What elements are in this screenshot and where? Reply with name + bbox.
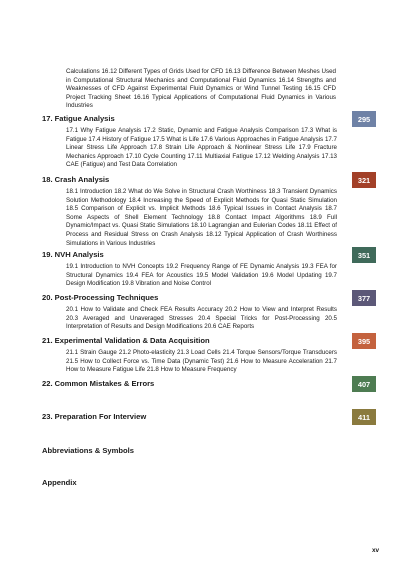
chapter-page-badge: 295 [352,111,376,127]
chapter-16-topics-continued: Calculations 16.12 Different Types of Grids Used for CFD 16.13 Difference Between Meshes Used in Computational Structural Mechanics and Computational Fluid Dynamics 16.14 Strengths and Weaknesses of CFD Against Experimental Fluid Dynamics or Wind Tunnel Testing 16.15 CFD Project Tracking Sheet 16.16 Typical Applications of Computational Fluid Dynamics in Various Industries [66,68,336,110]
chapter-title: 22. Common Mistakes & Errors [42,379,155,388]
chapter-topics: 18.1 Introduction 18.2 What do We Solve in Structural Crash Worthiness 18.3 Transient Dynamics Solution Methodology 18.4 Increasing the Speed of Explicit Methods for Quasi Static Simulation 18.5 Comparison of Explicit vs. Implicit Methods 18.6 Typical Issues in Contact Analysis 18.7 Some Aspects of Shell Element Technology 18.8 Contact Impact Algorithms 18.9 Full Dynamic/Impact vs. Quasi Static Simulations 18.10 Lagrangian and Eulerian Codes 18.11 Effect of Process and Residual Stress on Crash Analysis 18.12 Typical Application of Crash Worthiness Simulations in Various Industries [66,188,337,247]
chapter-title: 23. Preparation For Interview [42,412,147,421]
chapter-page-badge: 321 [352,172,376,188]
chapter-topics: 20.1 How to Validate and Check FEA Results Accuracy 20.2 How to View and Interpret Results 20.3 Averaged and Unaveraged Stresses 20.4 Special Tricks for Post-Processing 20.5 Interpretation of Results and Design Modifications 20.6 CAE Reports [66,306,337,331]
chapter-page-badge: 411 [352,409,376,425]
chapter-title: 18. Crash Analysis [42,175,110,184]
chapter-title: 17. Fatigue Analysis [42,114,115,123]
chapter-page-badge: 377 [352,290,376,306]
chapter-title: 19. NVH Analysis [42,250,104,259]
chapter-title: 20. Post-Processing Techniques [42,293,159,302]
abbreviations-heading: Abbreviations & Symbols [42,446,134,455]
chapter-page-badge: 407 [352,376,376,392]
chapter-page-badge: 351 [352,247,376,263]
appendix-heading: Appendix [42,478,77,487]
chapter-topics: 21.1 Strain Gauge 21.2 Photo-elasticity 21.3 Load Cells 21.4 Torque Sensors/Torque Transducers 21.5 How to Collect Force vs. Time Data (Dynamic Test) 21.6 How to Measure Acceleration 21.7 How to Measure Fatigue Life 21.8 How to Measure Frequency [66,349,337,374]
page-number: xv [372,547,380,554]
chapter-page-badge: 395 [352,333,376,349]
chapter-topics: 17.1 Why Fatigue Analysis 17.2 Static, Dynamic and Fatigue Analysis Comparison 17.3 What is Fatigue 17.4 History of Fatigue 17.5 What is Life 17.6 Various Approaches in Fatigue Analysis 17.7 Linear Stress Life Approach 17.8 Strain Life Approach & Nonlinear Stress Life 17.9 Fracture Mechanics Approach 17.10 Cycle Counting 17.11 Multiaxial Fatigue 17.12 Welding Analysis 17.13 CAE (Fatigue) and Test Data Correlation [66,127,337,169]
chapter-topics: 19.1 Introduction to NVH Concepts 19.2 Frequency Range of FE Dynamic Analysis 19.3 FEA for Structural Dynamics 19.4 FEA for Acoustics 19.5 Model Validation 19.6 Model Updating 19.7 Design Modification 19.8 Vibration and Noise Control [66,263,337,288]
chapter-title: 21. Experimental Validation & Data Acquisition [42,336,210,345]
